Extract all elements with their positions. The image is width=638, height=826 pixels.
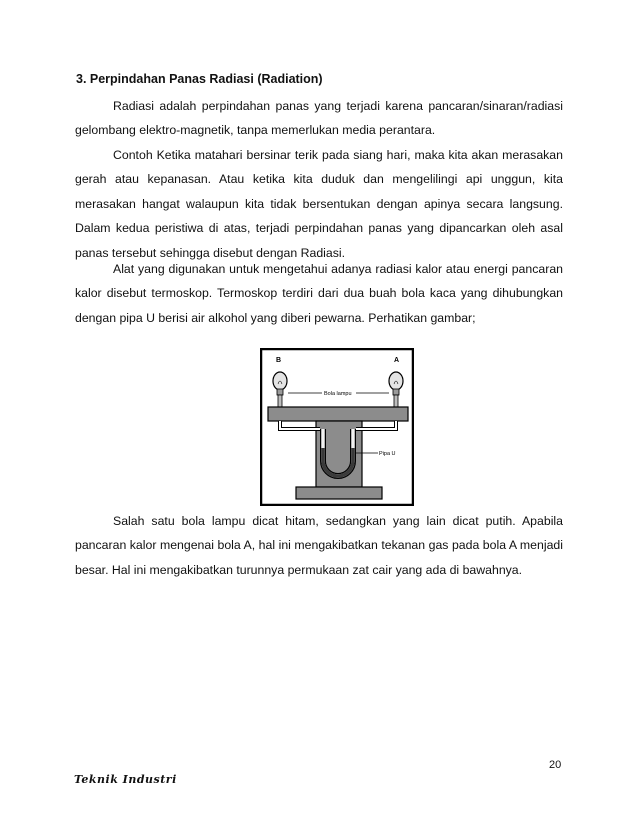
label-a: A xyxy=(394,357,400,364)
paragraph-bulb-explanation: Salah satu bola lampu dicat hitam, sedangkan yang lain dicat putih. Apabila pancaran kalor mengenai bola A, hal ini mengakibatkan tekanan gas pada bola A menjadi besar. Hal ini mengakibatkan turunnya permukaan zat cair yang ada di bawahnya. xyxy=(75,514,563,577)
label-bulb: Bola lampu xyxy=(324,391,352,397)
thermoscope-figure xyxy=(260,348,414,506)
label-pipe: Pipa U xyxy=(379,451,396,457)
base xyxy=(296,487,382,499)
page-number: 20 xyxy=(549,759,562,771)
paragraph-radiation-definition: Radiasi adalah perpindahan panas yang terjadi karena pancaran/sinaran/radiasi gelombang elektro-magnetik, tanpa memerlukan media perantara. xyxy=(75,99,563,138)
paragraph-radiation-example: Contoh Ketika matahari bersinar terik pada siang hari, maka kita akan merasakan gerah atau kepanasan. Atau ketika kita duduk dan mengelilingi api unggun, kita merasakan hangat walaupun kita tidak bersentukan dengan apinya secara langsung. Dalam kedua peristiwa di atas, terjadi perpindahan panas yang dipancarkan oleh asal panas tersebut sehingga disebut dengan Radiasi. xyxy=(75,148,563,260)
thermoscope-illustration xyxy=(260,348,414,506)
top-board xyxy=(268,407,408,421)
footer-label: Teknik Industri xyxy=(74,773,177,786)
paragraph-thermoscope: Alat yang digunakan untuk mengetahui adanya radiasi kalor atau energi pancaran kalor disebut termoskop. Termoskop terdiri dari dua buah bola kaca yang dihubungkan dengan pipa U berisi air alkohol yang diberi pewarna. Perhatikan gambar; xyxy=(75,262,563,325)
section-heading: 3. Perpindahan Panas Radiasi (Radiation) xyxy=(76,72,323,86)
label-b: B xyxy=(276,357,282,364)
